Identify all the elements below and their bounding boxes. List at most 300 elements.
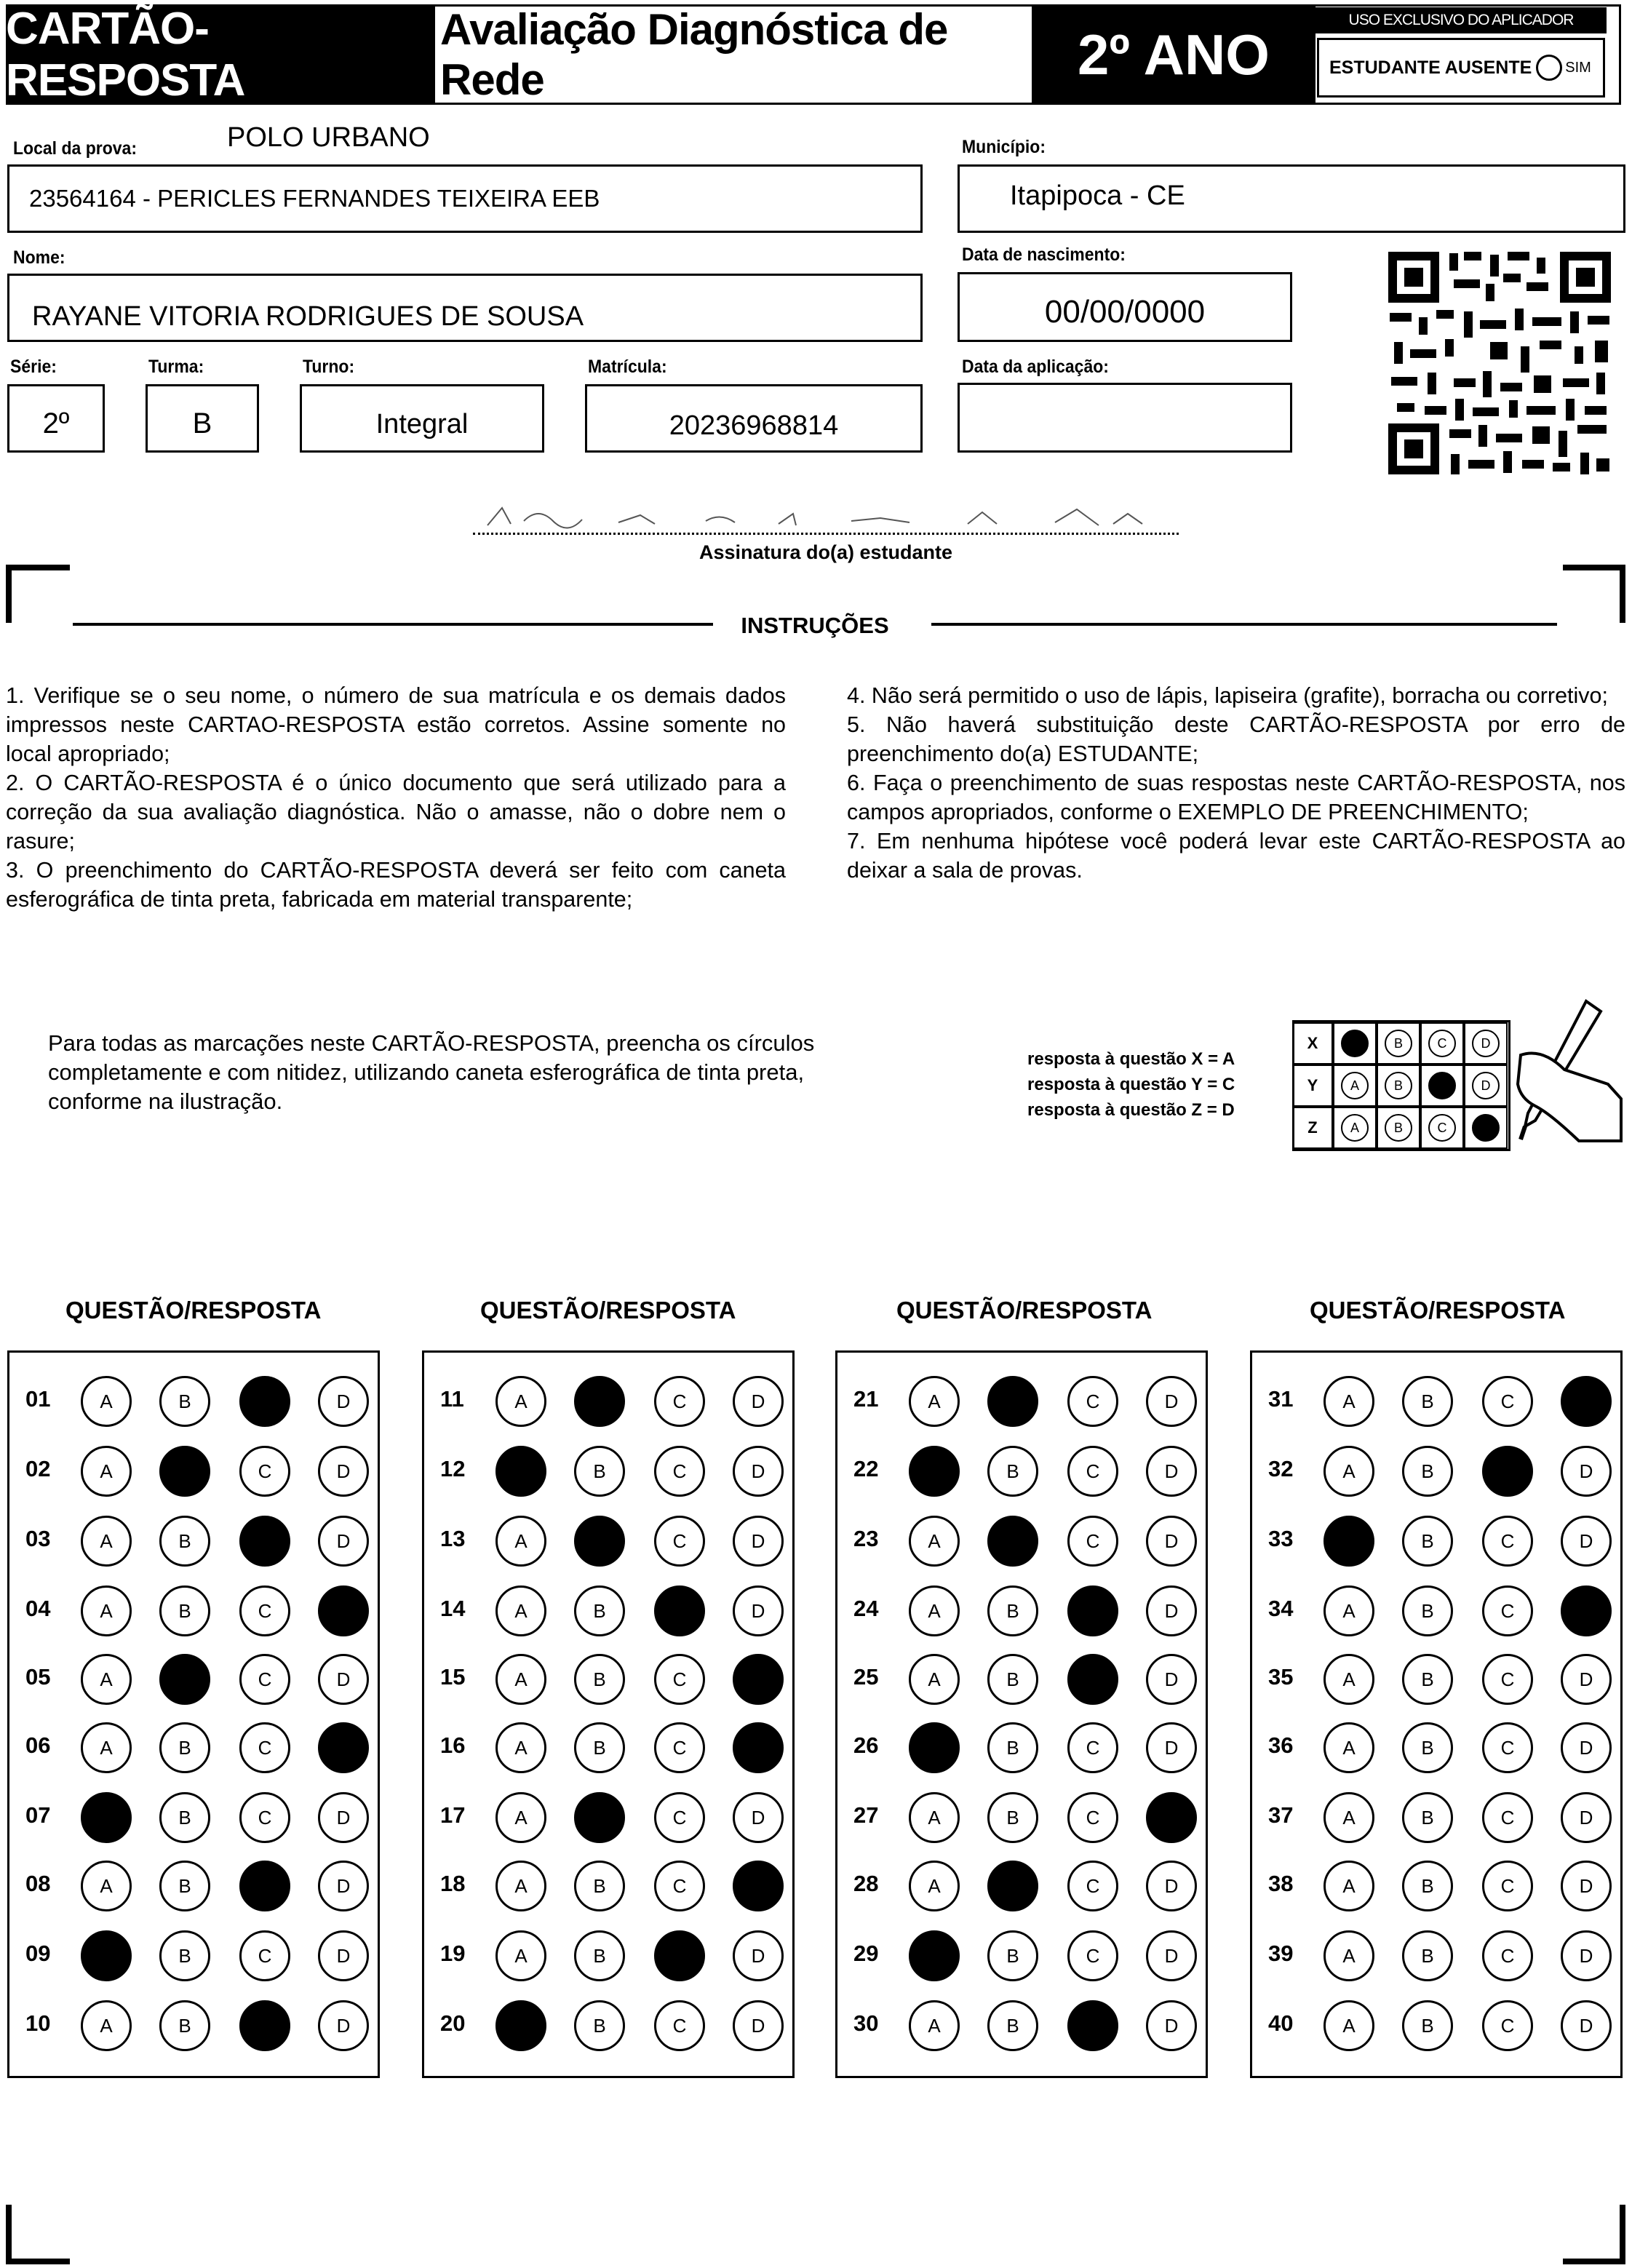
question-number: 05 [25,1664,51,1690]
nascimento-value: 00/00/0000 [1044,294,1206,330]
answer-bubble-c[interactable]: C [1067,1516,1118,1567]
answer-bubble-a[interactable] [909,1722,960,1773]
answer-bubble-a[interactable] [1323,1516,1374,1567]
example-bubble-d: D [1472,1030,1500,1057]
answers-column-title: QUESTÃO/RESPOSTA [896,1297,1153,1324]
answer-bubble-a[interactable] [495,1446,546,1497]
question-number: 14 [440,1596,466,1621]
answer-bubble-a[interactable]: A [81,1861,132,1911]
answer-bubble-b[interactable]: B [574,2000,625,2051]
instruction-5: 5. Não haverá substituição deste CARTÃO-RESPOSTA por erro de preenchimento do(a) ESTUDANTE; [847,712,1625,766]
answer-row [9,1446,378,1497]
corner-mark-bottom-right-v [1620,2205,1625,2264]
answer-row [9,1654,378,1705]
answer-bubble-b[interactable]: B [987,2000,1038,2051]
answer-row [837,2000,1206,2051]
example-question-cell: Z [1292,1107,1333,1149]
question-number: 08 [25,1871,51,1896]
question-number: 07 [25,1802,51,1828]
answer-bubble-a[interactable]: A [495,1585,546,1636]
answer-bubble-c[interactable] [654,1585,705,1636]
nascimento-label: Data de nascimento: [962,244,1126,265]
turno-value: Integral [375,409,469,439]
matricula-value: 20236968814 [669,410,839,441]
absent-checkbox[interactable] [1536,55,1562,81]
answer-bubble-a[interactable]: A [495,1516,546,1567]
answer-bubble-b[interactable]: B [1402,1792,1453,1843]
turno-label: Turno: [303,357,355,377]
matricula-label: Matrícula: [588,357,667,377]
answer-row [837,1516,1206,1567]
signature-line [473,533,1179,535]
answer-row [837,1930,1206,1981]
answer-bubble-d[interactable]: D [1146,1585,1197,1636]
answer-bubble-d[interactable]: D [1561,1722,1612,1773]
answer-bubble-b[interactable]: B [159,2000,210,2051]
answer-bubble-c[interactable]: C [1482,1792,1533,1843]
answer-bubble-b[interactable]: B [1402,1930,1453,1981]
qr-code [1384,247,1615,479]
answer-row [9,1930,378,1981]
answer-row [1252,1376,1620,1427]
answer-bubble-d[interactable]: D [1561,1930,1612,1981]
answer-bubble-c[interactable] [654,1930,705,1981]
question-number: 12 [440,1456,466,1481]
answer-bubble-b[interactable] [159,1654,210,1705]
answer-bubble-d[interactable]: D [1561,1792,1612,1843]
answer-bubble-b[interactable]: B [1402,2000,1453,2051]
instructions-rule-left [73,623,713,626]
answer-bubble-c[interactable] [239,1376,290,1427]
answer-bubble-c[interactable]: C [239,1792,290,1843]
example-bubble-c [1428,1072,1456,1099]
answer-bubble-a[interactable]: A [1323,1722,1374,1773]
instructions-right [847,681,1625,885]
question-number: 37 [1268,1802,1294,1828]
answer-bubble-d[interactable]: D [733,1930,784,1981]
answer-bubble-c[interactable]: C [654,1861,705,1911]
answer-bubble-c[interactable]: C [239,1930,290,1981]
answer-bubble-a[interactable]: A [81,1376,132,1427]
answer-bubble-d[interactable]: D [733,1585,784,1636]
grade-label: 2º ANO [1032,4,1315,105]
answer-bubble-b[interactable]: B [574,1722,625,1773]
answer-bubble-d[interactable]: D [733,1376,784,1427]
answer-bubble-a[interactable]: A [1323,2000,1374,2051]
answer-bubble-a[interactable]: A [495,1722,546,1773]
answer-bubble-c[interactable]: C [654,1654,705,1705]
corner-mark-bottom-right [1563,2259,1625,2264]
answer-bubble-d[interactable]: D [318,1792,369,1843]
answer-bubble-d[interactable]: D [318,1446,369,1497]
answer-bubble-b[interactable]: B [1402,1585,1453,1636]
answer-bubble-d[interactable]: D [1146,1446,1197,1497]
answer-bubble-d[interactable]: D [1561,1861,1612,1911]
question-number: 03 [25,1526,51,1551]
answer-bubble-a[interactable]: A [1323,1585,1374,1636]
answer-bubble-a[interactable] [909,1930,960,1981]
local-label: Local da prova: [13,138,137,159]
answer-bubble-d[interactable]: D [1146,1516,1197,1567]
question-number: 29 [853,1941,879,1966]
question-number: 04 [25,1596,51,1621]
example-bubble-a: A [1341,1114,1369,1142]
answer-bubble-c[interactable]: C [239,1654,290,1705]
answer-row [1252,1930,1620,1981]
turma-value: B [192,407,212,439]
question-number: 33 [1268,1526,1294,1551]
answer-bubble-d[interactable]: D [733,1516,784,1567]
answer-bubble-a[interactable]: A [1323,1654,1374,1705]
question-number: 10 [25,2010,51,2036]
instruction-4: 4. Não será permitido o uso de lápis, lapiseira (grafite), borracha ou corretivo; [847,683,1608,708]
question-number: 25 [853,1664,879,1690]
question-number: 13 [440,1526,466,1551]
municipio-value: Itapipoca - CE [1010,180,1185,211]
answer-bubble-c[interactable]: C [1482,1516,1533,1567]
question-number: 01 [25,1386,51,1412]
answer-bubble-c[interactable]: C [1067,1446,1118,1497]
answer-row [9,1516,378,1567]
question-number: 16 [440,1732,466,1758]
answer-bubble-b[interactable]: B [574,1446,625,1497]
question-number: 39 [1268,1941,1294,1966]
question-number: 20 [440,2010,466,2036]
example-captions [1027,1046,1235,1123]
answer-row [837,1654,1206,1705]
answer-bubble-d[interactable] [1561,1585,1612,1636]
answer-bubble-c[interactable]: C [1482,1585,1533,1636]
answer-bubble-d[interactable] [1561,1376,1612,1427]
answer-row [837,1446,1206,1497]
answer-bubble-a[interactable] [495,2000,546,2051]
answers-panel [7,1350,380,2078]
answer-row [424,1446,792,1497]
answer-bubble-d[interactable]: D [318,1376,369,1427]
answer-bubble-c[interactable]: C [654,2000,705,2051]
answer-row [837,1376,1206,1427]
example-caption-z: resposta à questão Z = D [1027,1100,1235,1120]
answer-bubble-c[interactable]: C [654,1446,705,1497]
answer-bubble-b[interactable]: B [1402,1376,1453,1427]
answer-row [9,1792,378,1843]
question-number: 32 [1268,1456,1294,1481]
answer-bubble-b[interactable]: B [159,1376,210,1427]
answer-bubble-a[interactable]: A [495,1376,546,1427]
instructions-rule-right [931,623,1557,626]
answer-bubble-d[interactable] [1146,1792,1197,1843]
answer-bubble-b[interactable] [574,1516,625,1567]
question-number: 06 [25,1732,51,1758]
answer-bubble-a[interactable] [81,1792,132,1843]
answer-row [424,1376,792,1427]
question-number: 28 [853,1871,879,1896]
aplicacao-label: Data da aplicação: [962,357,1109,377]
answer-bubble-c[interactable]: C [1067,1376,1118,1427]
answer-bubble-c[interactable]: C [1067,1722,1118,1773]
serie-label: Série: [10,357,57,377]
answer-bubble-a[interactable]: A [1323,1792,1374,1843]
answer-row [424,1861,792,1911]
answer-bubble-a[interactable]: A [1323,1446,1374,1497]
example-bubble-b: B [1385,1072,1412,1099]
answer-bubble-d[interactable] [733,1861,784,1911]
answer-bubble-c[interactable]: C [654,1376,705,1427]
answer-bubble-a[interactable]: A [909,2000,960,2051]
answer-row [424,1654,792,1705]
fill-note: Para todas as marcações neste CARTÃO-RESPOSTA, preencha os círculos completamente e com nitidez, utilizando caneta esferográfica de tinta preta, conforme na ilustração. [48,1030,815,1114]
answer-bubble-d[interactable]: D [318,1930,369,1981]
answer-bubble-a[interactable]: A [495,1930,546,1981]
answer-bubble-a[interactable]: A [81,1722,132,1773]
answer-bubble-c[interactable]: C [239,1722,290,1773]
answer-row [424,1792,792,1843]
answer-bubble-b[interactable]: B [574,1930,625,1981]
answer-bubble-c[interactable]: C [239,1446,290,1497]
question-number: 40 [1268,2010,1294,2036]
answer-bubble-c[interactable]: C [1482,1376,1533,1427]
answer-bubble-c[interactable]: C [1067,1930,1118,1981]
answer-row [424,2000,792,2051]
answer-bubble-a[interactable]: A [909,1376,960,1427]
answer-bubble-a[interactable]: A [909,1516,960,1567]
applicator-box [1315,4,1621,105]
answer-bubble-d[interactable]: D [733,1446,784,1497]
answer-bubble-a[interactable]: A [81,2000,132,2051]
answer-bubble-c[interactable] [1482,1446,1533,1497]
school-value: 23564164 - PERICLES FERNANDES TEIXEIRA EEB [29,185,600,212]
answer-bubble-d[interactable]: D [1146,2000,1197,2051]
answer-bubble-c[interactable] [1067,2000,1118,2051]
instruction-3: 3. O preenchimento do CARTÃO-RESPOSTA deverá ser feito com caneta esferográfica de tinta preta, fabricada em material transparente; [6,858,786,912]
answer-bubble-c[interactable]: C [1067,1792,1118,1843]
answer-bubble-b[interactable]: B [574,1861,625,1911]
card-title: CARTÃO-RESPOSTA [6,4,435,105]
answer-row [1252,1585,1620,1636]
answer-bubble-b[interactable]: B [159,1861,210,1911]
question-number: 21 [853,1386,879,1412]
answer-bubble-c[interactable]: C [1482,1861,1533,1911]
example-question-cell: Y [1292,1065,1333,1107]
answer-bubble-d[interactable]: D [1146,1861,1197,1911]
answers-panel [835,1350,1208,2078]
answer-bubble-d[interactable]: D [318,1516,369,1567]
example-bubble-c: C [1428,1114,1456,1142]
answer-bubble-b[interactable]: B [159,1516,210,1567]
answer-bubble-d[interactable]: D [1146,1722,1197,1773]
answer-bubble-a[interactable]: A [495,1654,546,1705]
answer-bubble-d[interactable] [318,1585,369,1636]
question-number: 27 [853,1802,879,1828]
answers-column-title: QUESTÃO/RESPOSTA [480,1297,736,1324]
answer-row [9,1861,378,1911]
answer-bubble-d[interactable]: D [1561,1446,1612,1497]
answer-row [9,1585,378,1636]
question-number: 35 [1268,1664,1294,1690]
question-number: 23 [853,1526,879,1551]
answer-row [837,1722,1206,1773]
answer-row [1252,1792,1620,1843]
applicator-title: USO EXCLUSIVO DO APLICADOR [1315,7,1607,33]
answer-bubble-b[interactable]: B [1402,1654,1453,1705]
answer-bubble-b[interactable] [987,1516,1038,1567]
example-bubble-d: D [1472,1072,1500,1099]
answer-bubble-b[interactable]: B [159,1585,210,1636]
answer-bubble-d[interactable]: D [1561,2000,1612,2051]
question-number: 36 [1268,1732,1294,1758]
answer-bubble-a[interactable]: A [909,1792,960,1843]
answers-column-title: QUESTÃO/RESPOSTA [65,1297,322,1324]
answer-bubble-c[interactable]: C [1482,2000,1533,2051]
answer-bubble-c[interactable] [239,1516,290,1567]
question-number: 34 [1268,1596,1294,1621]
corner-mark-top-right [1563,565,1625,570]
answer-bubble-a[interactable]: A [909,1585,960,1636]
question-number: 38 [1268,1871,1294,1896]
answer-bubble-b[interactable]: B [987,1792,1038,1843]
answer-bubble-a[interactable]: A [81,1446,132,1497]
answer-bubble-b[interactable]: B [1402,1722,1453,1773]
answer-row [1252,1446,1620,1497]
answer-bubble-c[interactable]: C [654,1792,705,1843]
instruction-7: 7. Em nenhuma hipótese você poderá levar este CARTÃO-RESPOSTA ao deixar a sala de provas. [847,829,1625,883]
answer-row [424,1930,792,1981]
answer-bubble-d[interactable]: D [1561,1516,1612,1567]
answer-bubble-a[interactable]: A [81,1516,132,1567]
answer-bubble-d[interactable]: D [318,1654,369,1705]
question-number: 09 [25,1941,51,1966]
local-value: POLO URBANO [227,122,430,153]
answer-bubble-b[interactable]: B [987,1446,1038,1497]
instructions-title: INSTRUÇÕES [741,613,889,638]
question-number: 17 [440,1802,466,1828]
answer-bubble-d[interactable]: D [1146,1376,1197,1427]
answer-bubble-c[interactable] [239,2000,290,2051]
example-bubble-b: B [1385,1030,1412,1057]
exam-name: Avaliação Diagnóstica de Rede [440,5,948,104]
answer-row [1252,1722,1620,1773]
question-number: 26 [853,1732,879,1758]
answer-bubble-b[interactable]: B [1402,1446,1453,1497]
pen-hand-illustration [1492,997,1623,1142]
example-question-cell: X [1292,1022,1333,1065]
answer-row [9,1722,378,1773]
turma-label: Turma: [148,357,204,377]
answer-bubble-c[interactable]: C [1482,1930,1533,1981]
answer-bubble-b[interactable]: B [159,1930,210,1981]
example-bubble-a [1341,1030,1369,1057]
aplicacao-field [958,383,1292,453]
example-caption-y: resposta à questão Y = C [1027,1075,1235,1094]
answer-bubble-d[interactable]: D [318,2000,369,2051]
answer-bubble-b[interactable]: B [159,1722,210,1773]
answers-column-title: QUESTÃO/RESPOSTA [1310,1297,1566,1324]
answer-bubble-a[interactable]: A [81,1654,132,1705]
question-number: 31 [1268,1386,1294,1412]
answer-bubble-c[interactable]: C [1067,1861,1118,1911]
answer-bubble-c[interactable]: C [654,1722,705,1773]
answer-bubble-a[interactable]: A [1323,1930,1374,1981]
answer-bubble-b[interactable] [987,1376,1038,1427]
answer-bubble-c[interactable] [239,1861,290,1911]
instruction-6: 6. Faça o preenchimento de suas respostas neste CARTÃO-RESPOSTA, nos campos apropriados, conforme o EXEMPLO DE PREENCHIMENTO; [847,771,1625,824]
answer-bubble-b[interactable]: B [987,1930,1038,1981]
answer-bubble-d[interactable]: D [318,1861,369,1911]
instruction-2: 2. O CARTÃO-RESPOSTA é o único documento que será utilizado para a correção da sua avaliação diagnóstica. Não o amasse, não o dobre nem o rasure; [6,771,786,854]
answer-bubble-a[interactable]: A [909,1861,960,1911]
question-number: 18 [440,1871,466,1896]
nome-value: RAYANE VITORIA RODRIGUES DE SOUSA [32,301,584,332]
answer-row [837,1585,1206,1636]
answer-bubble-d[interactable]: D [733,1792,784,1843]
answer-bubble-d[interactable] [733,1654,784,1705]
example-bubble-a: A [1341,1072,1369,1099]
answer-bubble-b[interactable]: B [1402,1861,1453,1911]
answer-bubble-d[interactable]: D [733,2000,784,2051]
answer-bubble-a[interactable]: A [495,1792,546,1843]
answer-bubble-b[interactable]: B [1402,1516,1453,1567]
answer-bubble-b[interactable]: B [159,1792,210,1843]
answer-row [424,1585,792,1636]
answer-bubble-c[interactable]: C [1482,1722,1533,1773]
answer-bubble-a[interactable]: A [81,1585,132,1636]
corner-mark-bottom-left-v [6,2205,12,2264]
answer-bubble-b[interactable]: B [987,1585,1038,1636]
answer-bubble-b[interactable] [574,1792,625,1843]
example-bubble-b: B [1385,1114,1412,1142]
answer-bubble-a[interactable]: A [495,1861,546,1911]
answer-bubble-c[interactable]: C [1482,1654,1533,1705]
answers-panel [1250,1350,1623,2078]
answer-bubble-c[interactable] [1067,1585,1118,1636]
answer-bubble-a[interactable]: A [1323,1861,1374,1911]
corner-mark-top-right-v [1620,565,1625,623]
question-number: 24 [853,1596,879,1621]
answer-bubble-a[interactable]: A [1323,1376,1374,1427]
answer-row [1252,1516,1620,1567]
answer-bubble-b[interactable] [574,1376,625,1427]
absent-box [1317,38,1605,98]
answer-bubble-c[interactable]: C [239,1585,290,1636]
answers-panel [422,1350,795,2078]
answer-bubble-d[interactable] [318,1722,369,1773]
answer-row [1252,1654,1620,1705]
answer-bubble-d[interactable]: D [1146,1654,1197,1705]
question-number: 11 [440,1386,464,1412]
answer-bubble-c[interactable]: C [654,1516,705,1567]
answer-row [424,1722,792,1773]
question-number: 02 [25,1456,51,1481]
answer-bubble-a[interactable] [909,1446,960,1497]
answer-bubble-a[interactable]: A [909,1654,960,1705]
signature-scribble [473,499,1186,533]
question-number: 30 [853,2010,879,2036]
answer-bubble-b[interactable] [987,1861,1038,1911]
answer-bubble-b[interactable]: B [987,1654,1038,1705]
answer-bubble-d[interactable]: D [1561,1654,1612,1705]
answer-bubble-d[interactable]: D [1146,1930,1197,1981]
answer-bubble-b[interactable]: B [574,1654,625,1705]
answer-bubble-a[interactable] [81,1930,132,1981]
answer-bubble-c[interactable] [1067,1654,1118,1705]
absent-label: ESTUDANTE AUSENTE [1329,57,1532,78]
answer-bubble-d[interactable] [733,1722,784,1773]
instruction-1: 1. Verifique se o seu nome, o número de sua matrícula e os demais dados impressos neste CARTAO-RESPOSTA estão corretos. Assine somente no local apropriado; [6,683,786,766]
answer-bubble-b[interactable]: B [574,1585,625,1636]
answer-row [9,2000,378,2051]
answer-bubble-b[interactable]: B [987,1722,1038,1773]
answer-bubble-b[interactable] [159,1446,210,1497]
